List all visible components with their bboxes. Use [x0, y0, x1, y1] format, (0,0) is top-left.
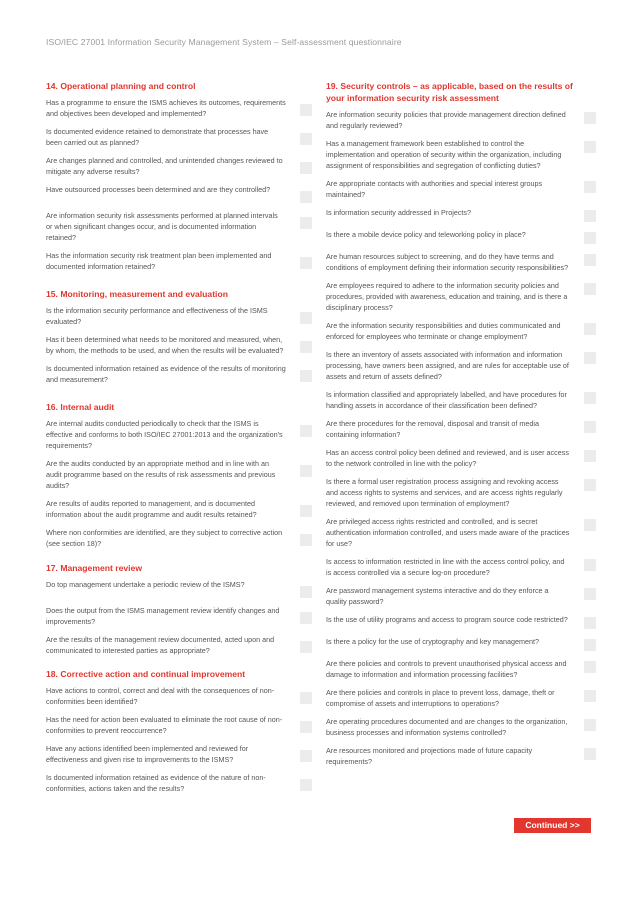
question-text: Have any actions identified been implemented and reviewed for effectiveness and given rise to improvements to the ISMS?	[46, 744, 249, 764]
question-text: Is there an inventory of assets associated with information and information processing, have owners been assigned, and are rules for acceptable use of assets and return of assets defined?	[326, 350, 569, 381]
answer-checkbox[interactable]	[584, 112, 596, 124]
question-text: Are the results of the management review documented, acted upon and communicated to interested parties as appropriate?	[46, 635, 275, 655]
question-text: Are the audits conducted by an appropriate method and in line with an audit programme based on the results of risk assessments and previous audits?	[46, 459, 276, 490]
question-text: Is documented information retained as evidence of the nature of non-conformities, actions taken and the results?	[46, 773, 266, 793]
answer-checkbox[interactable]	[300, 370, 312, 382]
answer-checkbox[interactable]	[584, 617, 596, 629]
question-text: Is information security addressed in Projects?	[326, 208, 472, 217]
right-column	[326, 80, 596, 774]
question-row	[46, 458, 312, 491]
question-row	[326, 585, 596, 607]
answer-checkbox[interactable]	[584, 283, 596, 295]
question-row	[326, 349, 596, 382]
question-text: Are privileged access rights restricted and controlled, and is secret authentication information controlled, and users made aware of the practices for use?	[326, 517, 570, 548]
question-row	[326, 389, 596, 411]
answer-checkbox[interactable]	[300, 341, 312, 353]
section-title: 14. Operational planning and control	[46, 81, 196, 91]
section	[46, 668, 312, 794]
section-title: 16. Internal audit	[46, 402, 115, 412]
question-row	[46, 250, 312, 272]
question-text: Are operating procedures documented and are changes to the organization, business processes and information systems controlled?	[326, 717, 568, 737]
answer-checkbox[interactable]	[584, 254, 596, 266]
section	[46, 80, 312, 272]
answer-checkbox[interactable]	[584, 232, 596, 244]
answer-checkbox[interactable]	[300, 721, 312, 733]
section	[46, 401, 312, 549]
question-text: Has a programme to ensure the ISMS achieves its outcomes, requirements and objectives been developed and implemented?	[46, 98, 286, 118]
question-text: Is the information security performance and effectiveness of the ISMS evaluated?	[46, 306, 268, 326]
answer-checkbox[interactable]	[300, 191, 312, 203]
question-row	[326, 447, 596, 469]
question-row	[326, 109, 596, 131]
question-row	[46, 714, 312, 736]
answer-checkbox[interactable]	[584, 690, 596, 702]
answer-checkbox[interactable]	[584, 559, 596, 571]
question-row	[326, 418, 596, 440]
answer-checkbox[interactable]	[300, 692, 312, 704]
question-text: Has the need for action been evaluated to eliminate the root cause of non-conformities to prevent reoccurrence?	[46, 715, 283, 735]
answer-checkbox[interactable]	[300, 750, 312, 762]
question-row	[326, 476, 596, 509]
question-text: Are employees required to adhere to the information security policies and procedures, provided with awareness, education and training, and is there a disciplinary process?	[326, 281, 568, 312]
question-text: Is there a formal user registration process assigning and revoking access and access rights to systems and services, and are access rights regularly reviewed, and removed upon termination of employment?	[326, 477, 563, 508]
answer-checkbox[interactable]	[584, 719, 596, 731]
question-row	[326, 516, 596, 549]
section	[326, 80, 596, 767]
question-text: Are there policies and controls to prevent unauthorised physical access and damage to information and information processing facilities?	[326, 659, 567, 679]
answer-checkbox[interactable]	[300, 779, 312, 791]
question-row	[326, 178, 596, 200]
continued-button[interactable]: Continued >>	[514, 818, 591, 833]
question-row	[46, 418, 312, 451]
answer-checkbox[interactable]	[300, 534, 312, 546]
question-text: Do top management undertake a periodic review of the ISMS?	[46, 580, 245, 589]
question-row	[46, 579, 312, 598]
question-row	[326, 745, 596, 767]
answer-checkbox[interactable]	[300, 217, 312, 229]
question-text: Have actions to control, correct and deal with the consequences of non-conformities been identified?	[46, 686, 275, 706]
answer-checkbox[interactable]	[300, 162, 312, 174]
answer-checkbox[interactable]	[584, 748, 596, 760]
question-row	[46, 634, 312, 656]
question-text: Are there procedures for the removal, disposal and transit of media containing information?	[326, 419, 539, 439]
question-row	[46, 155, 312, 177]
question-text: Has it been determined what needs to be monitored and measured, when, by whom, the methods to be used, and when the results will be evaluated?	[46, 335, 284, 355]
question-row	[326, 716, 596, 738]
question-text: Are human resources subject to screening, and do they have terms and conditions of employment defining their information security responsibilities?	[326, 252, 569, 272]
question-text: Are there policies and controls in place to prevent loss, damage, theft or compromise of assets and interruptions to operations?	[326, 688, 555, 708]
question-row	[46, 772, 312, 794]
question-row	[326, 687, 596, 709]
answer-checkbox[interactable]	[300, 133, 312, 145]
question-row	[46, 498, 312, 520]
question-text: Is access to information restricted in line with the access control policy, and is access controlled via a secure log-on procedure?	[326, 557, 565, 577]
answer-checkbox[interactable]	[300, 425, 312, 437]
question-row	[46, 126, 312, 148]
answer-checkbox[interactable]	[584, 661, 596, 673]
section	[46, 562, 312, 656]
question-text: Is information classified and appropriately labelled, and have procedures for handling assets in accordance of their classification been defined?	[326, 390, 567, 410]
answer-checkbox[interactable]	[300, 641, 312, 653]
question-row	[46, 527, 312, 549]
answer-checkbox[interactable]	[300, 104, 312, 116]
question-text: Are information security risk assessments performed at planned intervals or when significant changes occur, and is documented information retained?	[46, 211, 278, 242]
question-text: Has the information security risk treatment plan been implemented and documented information retained?	[46, 251, 272, 271]
question-row	[326, 229, 596, 244]
answer-checkbox[interactable]	[584, 210, 596, 222]
answer-checkbox[interactable]	[584, 639, 596, 651]
answer-checkbox[interactable]	[300, 586, 312, 598]
question-row	[46, 363, 312, 385]
question-row	[326, 251, 596, 273]
question-text: Does the output from the ISMS management review identify changes and improvements?	[46, 606, 280, 626]
question-row	[326, 658, 596, 680]
answer-checkbox[interactable]	[584, 141, 596, 153]
question-text: Are results of audits reported to management, and is documented information about the audit programme and audit results retained?	[46, 499, 257, 519]
question-text: Is there a policy for the use of cryptography and key management?	[326, 637, 539, 646]
section-title: 15. Monitoring, measurement and evaluation	[46, 289, 228, 299]
answer-checkbox[interactable]	[584, 519, 596, 531]
answer-checkbox[interactable]	[584, 588, 596, 600]
question-row	[46, 685, 312, 707]
question-row	[46, 184, 312, 203]
answer-checkbox[interactable]	[584, 421, 596, 433]
question-row	[46, 743, 312, 765]
question-text: Are information security policies that provide management direction defined and regularly reviewed?	[326, 110, 566, 130]
question-row	[46, 305, 312, 327]
question-text: Are password management systems interactive and do they enforce a quality password?	[326, 586, 549, 606]
answer-checkbox[interactable]	[300, 312, 312, 324]
page-header: ISO/IEC 27001 Information Security Management System – Self-assessment questionnaire	[46, 37, 402, 47]
question-text: Has an access control policy been defined and reviewed, and is user access to the network controlled in line with the policy?	[326, 448, 569, 468]
question-text: Are appropriate contacts with authorities and special interest groups maintained?	[326, 179, 543, 199]
question-row	[326, 636, 596, 651]
answer-checkbox[interactable]	[584, 450, 596, 462]
question-row	[326, 138, 596, 171]
question-row	[326, 556, 596, 578]
section-title: 19. Security controls – as applicable, based on the results of your information security risk assessment	[326, 81, 573, 103]
question-text: Are the information security responsibilities and duties communicated and enforced for employees who terminate or change employment?	[326, 321, 561, 341]
question-text: Are internal audits conducted periodically to check that the ISMS is effective and conforms to both ISO/IEC 27001:2013 and the organization's requirements?	[46, 419, 283, 450]
section	[46, 288, 312, 385]
question-row	[46, 334, 312, 356]
answer-checkbox[interactable]	[300, 465, 312, 477]
question-text: Is documented evidence retained to demonstrate that processes have been carried out as planned?	[46, 127, 269, 147]
question-row	[46, 210, 312, 243]
question-row	[46, 97, 312, 119]
question-row	[326, 320, 596, 342]
answer-checkbox[interactable]	[584, 323, 596, 335]
question-text: Where non conformities are identified, are they subject to corrective action (see section 18)?	[46, 528, 283, 548]
question-text: Are resources monitored and projections made of future capacity requirements?	[326, 746, 533, 766]
question-text: Has a management framework been established to control the implementation and operation of security within the organization, including assignment of responsibilities and segregation of conflicting duties?	[326, 139, 562, 170]
answer-checkbox[interactable]	[584, 479, 596, 491]
question-row	[326, 280, 596, 313]
question-row	[326, 207, 596, 222]
question-row	[326, 614, 596, 629]
question-row	[46, 605, 312, 627]
answer-checkbox[interactable]	[584, 352, 596, 364]
answer-checkbox[interactable]	[300, 505, 312, 517]
question-text: Is there a mobile device policy and teleworking policy in place?	[326, 230, 526, 239]
left-column	[46, 80, 312, 801]
answer-checkbox[interactable]	[300, 612, 312, 624]
answer-checkbox[interactable]	[584, 392, 596, 404]
question-text: Have outsourced processes been determined and are they controlled?	[46, 185, 271, 194]
section-title: 17. Management review	[46, 563, 143, 573]
question-text: Are changes planned and controlled, and unintended changes reviewed to mitigate any adverse results?	[46, 156, 283, 176]
answer-checkbox[interactable]	[300, 257, 312, 269]
question-text: Is documented information retained as evidence of the results of monitoring and measurement?	[46, 364, 286, 384]
section-title: 18. Corrective action and continual improvement	[46, 669, 246, 679]
answer-checkbox[interactable]	[584, 181, 596, 193]
question-text: Is the use of utility programs and access to program source code restricted?	[326, 615, 568, 624]
